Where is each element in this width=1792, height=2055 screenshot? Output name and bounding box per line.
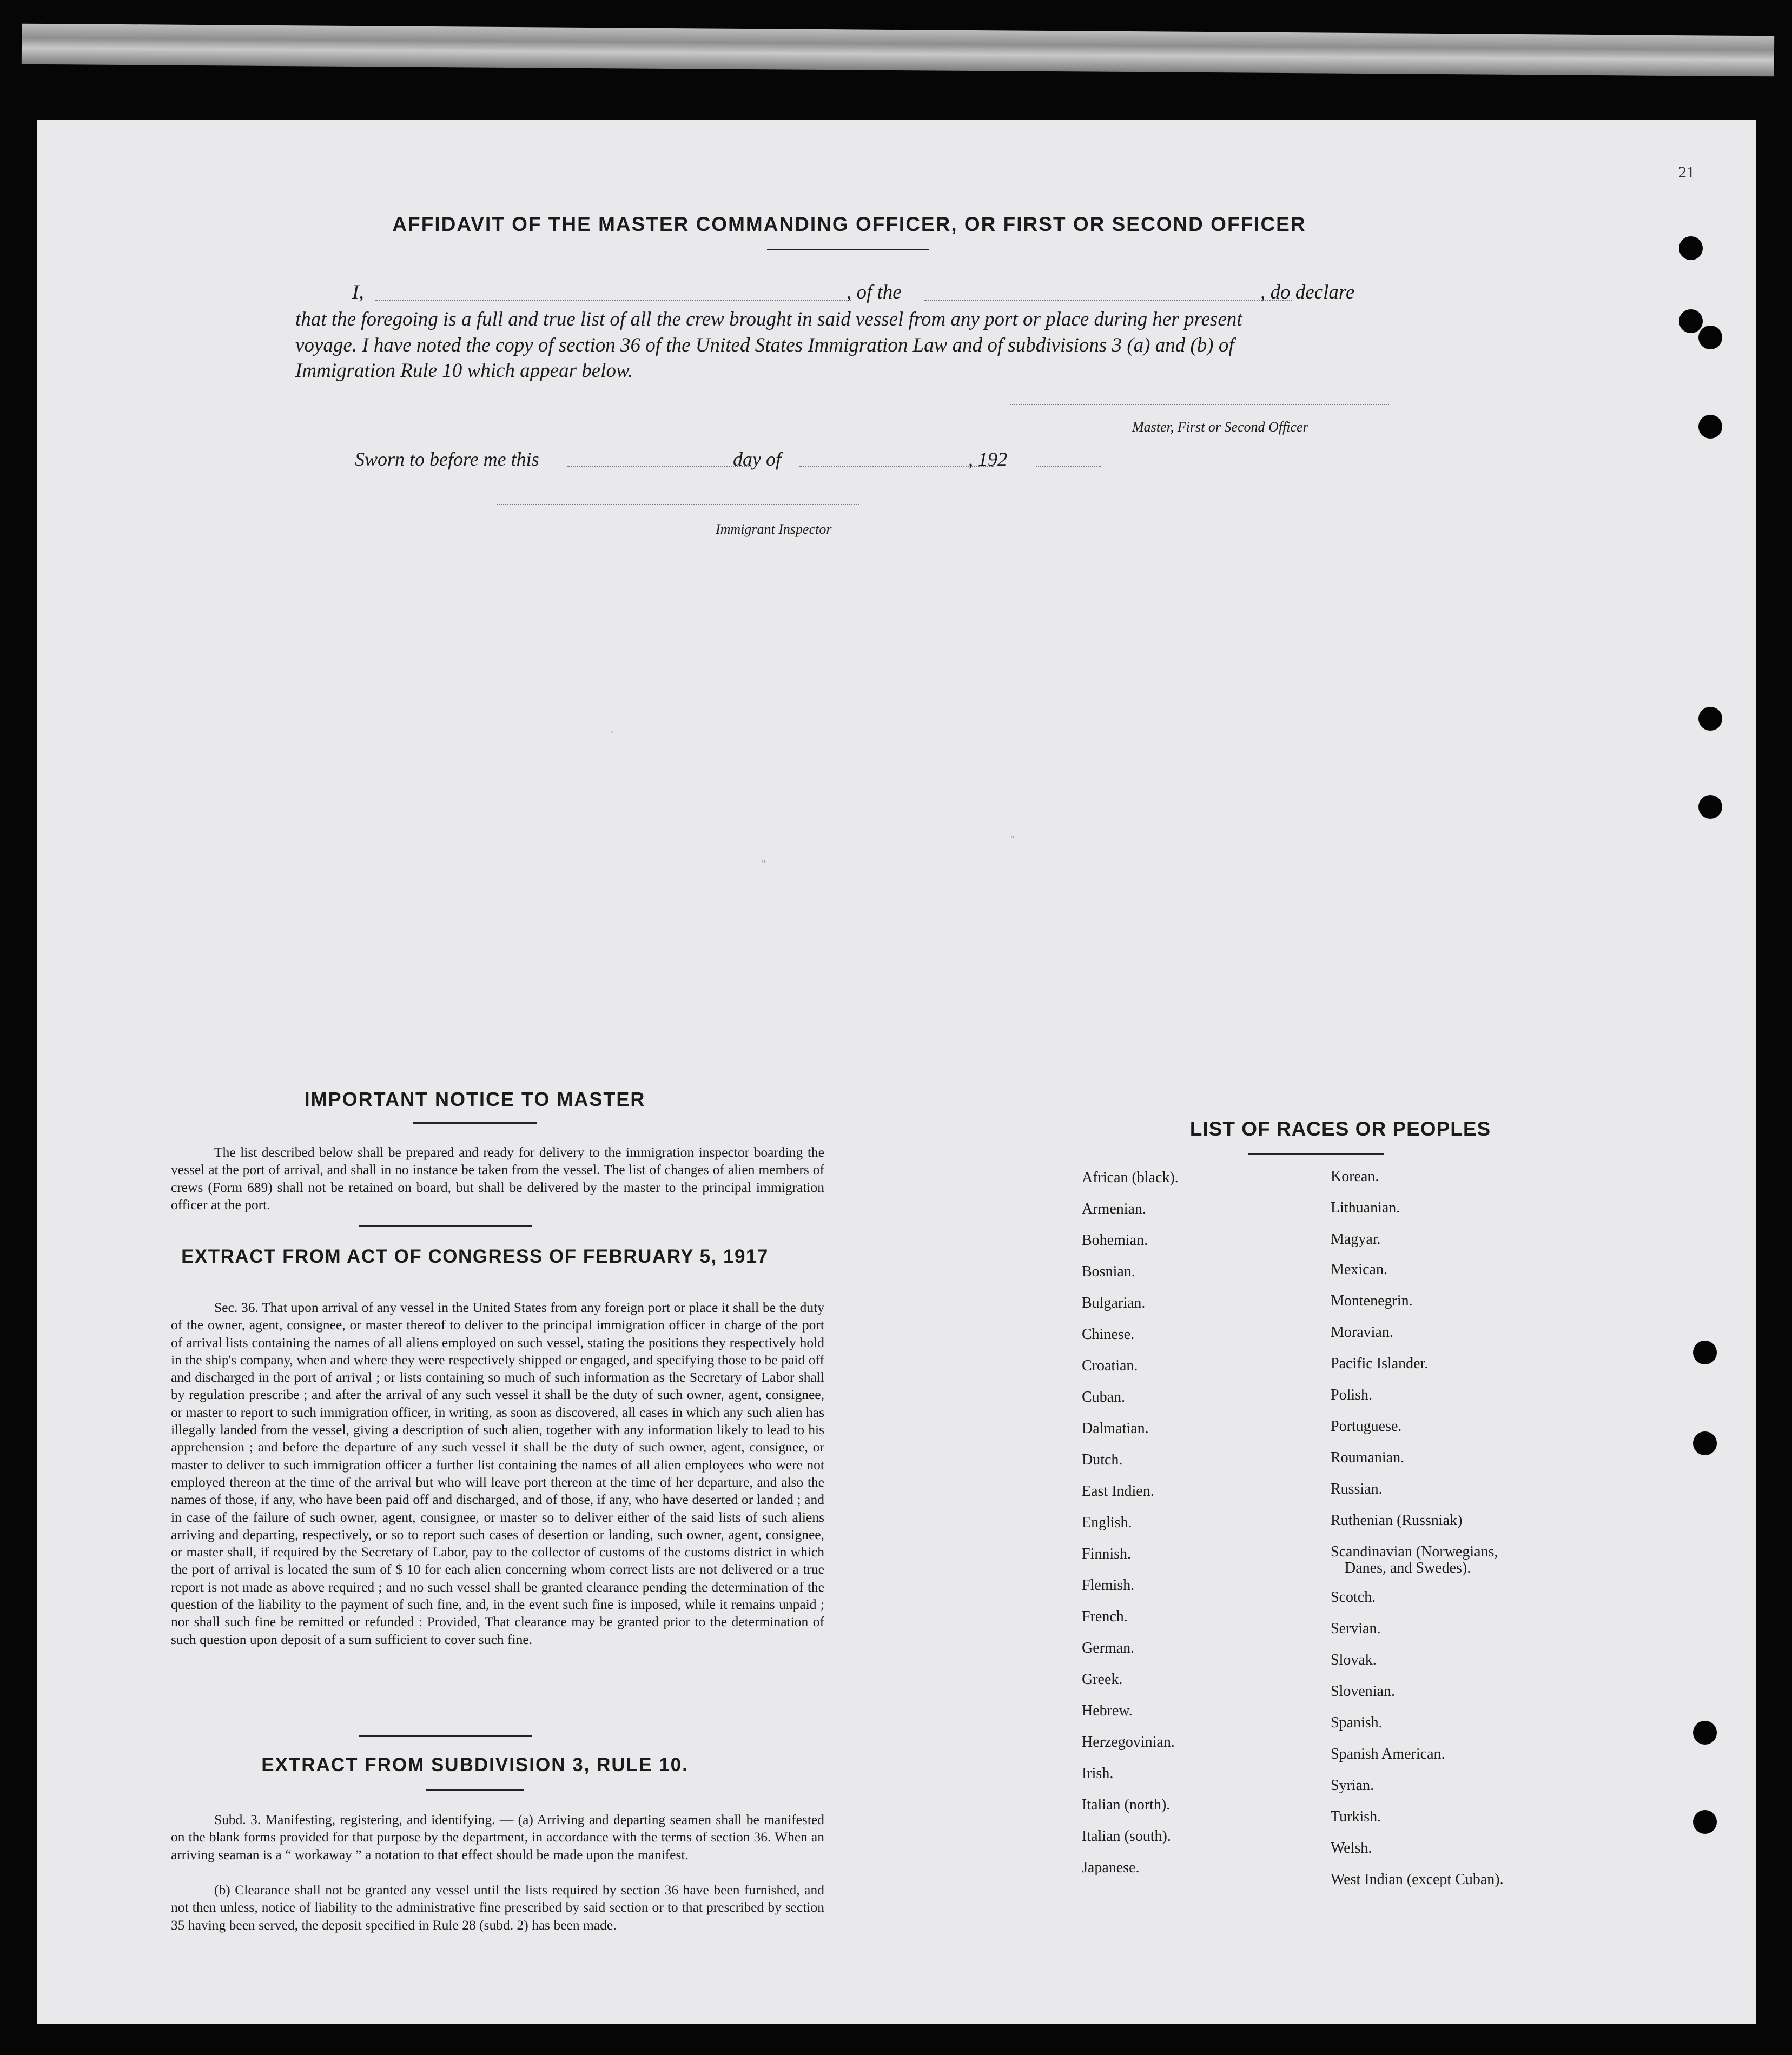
race-item: African (black). <box>1082 1169 1179 1186</box>
race-item: Cuban. <box>1082 1389 1126 1406</box>
race-item: Welsh. <box>1331 1840 1372 1857</box>
race-item: Slovenian. <box>1331 1683 1395 1700</box>
title-rule <box>767 249 929 250</box>
notice-text: The list described below shall be prepared and ready for delivery to the immigration inspector boarding the vessel at the port of arrival, and shall in no instance be taken from the vessel. The list of changes of alien members of crews (Form 689) shall not be retained on board, but shall be delivered by the master to the principal immigration officer at the port. <box>171 1144 824 1212</box>
race-item: Scotch. <box>1331 1589 1376 1606</box>
race-item: Scandinavian (Norwegians, <box>1331 1543 1498 1560</box>
race-item: Russian. <box>1331 1481 1383 1497</box>
punch-hole <box>1693 1431 1717 1455</box>
race-item: Pacific Islander. <box>1331 1355 1429 1372</box>
race-item: Ruthenian (Russniak) <box>1331 1512 1463 1529</box>
race-item: Servian. <box>1331 1620 1381 1637</box>
punch-hole <box>1679 236 1703 260</box>
races-title: LIST OF RACES OR PEOPLES <box>1189 1118 1491 1140</box>
race-item: Slovak. <box>1331 1652 1377 1668</box>
year-text: , 192 <box>968 448 1007 470</box>
notice-title: IMPORTANT NOTICE TO MASTER <box>304 1088 646 1110</box>
sworn-text: Sworn to before me this <box>355 448 539 470</box>
race-item: Hebrew. <box>1082 1702 1133 1719</box>
faint-mark: " <box>610 728 614 739</box>
punch-hole <box>1698 326 1722 349</box>
race-item: Irish. <box>1082 1765 1114 1782</box>
race-item: Croatian. <box>1082 1357 1138 1374</box>
race-item: Korean. <box>1331 1168 1379 1185</box>
race-item: German. <box>1082 1640 1135 1656</box>
master-caption: Master, First or Second Officer <box>1132 419 1308 435</box>
affidavit-of-the: , of the <box>847 281 902 303</box>
affidavit-line-4: Immigration Rule 10 which appear below. <box>295 360 633 382</box>
faint-mark: " <box>1010 834 1015 845</box>
punch-hole <box>1693 1341 1717 1364</box>
race-item: Portuguese. <box>1331 1418 1402 1435</box>
document-page <box>37 120 1756 2024</box>
race-item: Bulgarian. <box>1082 1295 1146 1311</box>
rule-rule <box>426 1789 524 1791</box>
race-item: Moravian. <box>1331 1324 1393 1341</box>
race-item: Montenegrin. <box>1331 1292 1413 1309</box>
race-item: Italian (south). <box>1082 1828 1171 1845</box>
rule-text-b: (b) Clearance shall not be granted any vessel until the lists required by section 36 have been furnished, and not then unless, notice of liability to the administrative fine prescribed by said section or to that prescribed by section 35 having been served, the deposit specified in Rule 28 (subd. 2) has been made. <box>171 1882 824 1933</box>
race-item: Roumanian. <box>1331 1449 1405 1466</box>
affidavit-title: AFFIDAVIT OF THE MASTER COMMANDING OFFICER, OR FIRST OR SECOND OFFICER <box>392 213 1306 235</box>
faint-mark: " <box>762 858 766 869</box>
affidavit-line-3: voyage. I have noted the copy of section 36 of the United States Immigration Law and of subdivisions 3 (a) and (b) of <box>295 334 1234 356</box>
race-item: Turkish. <box>1331 1808 1381 1825</box>
punch-hole <box>1698 415 1722 439</box>
race-item: Japanese. <box>1082 1859 1140 1876</box>
race-item: Dutch. <box>1082 1451 1123 1468</box>
race-item: Bosnian. <box>1082 1263 1135 1280</box>
notice-rule-2 <box>359 1225 532 1227</box>
race-item: Spanish American. <box>1331 1746 1445 1762</box>
act-rule <box>359 1735 532 1737</box>
race-item: Lithuanian. <box>1331 1199 1400 1216</box>
punch-hole <box>1698 795 1722 819</box>
affidavit-pronoun: I, <box>352 281 364 303</box>
page-number: 21 <box>1678 163 1695 181</box>
race-item: Herzegovinian. <box>1082 1734 1175 1751</box>
scanner-edge-strip <box>22 24 1774 77</box>
notice-rule <box>413 1122 537 1124</box>
day-blank <box>567 466 751 467</box>
punch-hole <box>1679 309 1703 333</box>
race-item: Magyar. <box>1331 1231 1381 1248</box>
race-item: Flemish. <box>1082 1577 1135 1594</box>
act-text: Sec. 36. That upon arrival of any vessel in the United States from any foreign port or place it shall be the duty of the owner, agent, consignee, or master thereof to deliver to the principal immigration officer in charge of the port of arrival lists containing the names of all aliens employed on such vessel, stating the positions they respectively hold in the ship's company, when and where they were respectively shipped or engaged, and specifying those to be paid off and discharged in the port of arrival ; or lists containing so much of such information as the Secretary of Labor shall by regulation prescribe ; and after the arrival of any such vessel it shall be the duty of such owner, agent, consignee, or master to report to such immigration officer, in writing, as soon as discovered, all cases in which any such alien has illegally landed from the vessel, giving a description of such alien, together with any information likely to lead to his apprehension ; and before the departure of any such vessel it shall be the duty of such owner, agent, consignee, or master to deliver to such immigration officer a further list containing the names of all alien employees who were not employed thereon at the time of the arrival but who will leave port thereon at the time of her departure, and also the names of those, if any, who have been paid off and discharged, and of those, if any, who have deserted or landed ; and in case of the failure of such owner, agent, consignee, or master so to deliver either of the said lists of such aliens arriving and departing, respectively, or so to report such cases of desertion or landing, such owner, agent, consignee, or master shall, if required by the Secretary of Labor, pay to the collector of customs of the customs district in which the port of arrival is located the sum of $ 10 for each alien concerning whom correct lists are not delivered or a true report is not made as above required ; and no such vessel shall be granted clearance pending the determination of the question of the liability to the payment of such fine, and, in the event such fine is imposed, while it remains unpaid ; nor shall such fine be remitted or refunded : Provided, That clearance may be granted prior to the determination of such question upon deposit of a sum sufficient to cover such fine. <box>171 1300 824 1647</box>
race-item: Armenian. <box>1082 1201 1146 1217</box>
race-item: Chinese. <box>1082 1326 1135 1343</box>
race-item: Greek. <box>1082 1671 1123 1688</box>
act-title: EXTRACT FROM ACT OF CONGRESS OF FEBRUARY 5, 1917 <box>181 1246 769 1267</box>
master-signature-line <box>1010 404 1389 405</box>
races-rule <box>1248 1153 1384 1155</box>
race-item: Italian (north). <box>1082 1797 1171 1813</box>
punch-hole <box>1698 707 1722 731</box>
race-item: Finnish. <box>1082 1546 1132 1562</box>
race-item: Bohemian. <box>1082 1232 1148 1249</box>
affidavit-line-2: that the foregoing is a full and true list of all the crew brought in said vessel from any port or place during her present <box>295 308 1242 330</box>
race-item: English. <box>1082 1514 1132 1531</box>
race-item: Syrian. <box>1331 1777 1374 1794</box>
name-blank <box>375 300 851 301</box>
race-item: French. <box>1082 1608 1128 1625</box>
race-item: Spanish. <box>1331 1714 1383 1731</box>
month-blank <box>799 466 994 467</box>
year-blank <box>1036 466 1101 467</box>
race-item: Polish. <box>1331 1387 1373 1403</box>
race-item: Danes, and Swedes). <box>1345 1560 1471 1576</box>
affidavit-do-declare: , do declare <box>1260 281 1355 303</box>
day-of-text: day of <box>733 448 781 470</box>
race-item: Mexican. <box>1331 1261 1387 1278</box>
race-item: East Indien. <box>1082 1483 1154 1500</box>
inspector-signature-line <box>497 504 859 505</box>
inspector-caption: Immigrant Inspector <box>716 521 832 537</box>
punch-hole <box>1693 1810 1717 1834</box>
rule-text-a: Subd. 3. Manifesting, registering, and identifying. — (a) Arriving and departing seamen shall be manifested on the blank forms provided for that purpose by the department, in accordance with the terms of section 36. When an arriving seaman is a “ workaway ” a notation to that effect should be made upon the manifest. <box>171 1812 824 1862</box>
rule-title: EXTRACT FROM SUBDIVISION 3, RULE 10. <box>261 1754 689 1775</box>
vessel-blank <box>924 300 1292 301</box>
race-item: West Indian (except Cuban). <box>1331 1871 1504 1888</box>
race-item: Dalmatian. <box>1082 1420 1149 1437</box>
punch-hole <box>1693 1721 1717 1745</box>
